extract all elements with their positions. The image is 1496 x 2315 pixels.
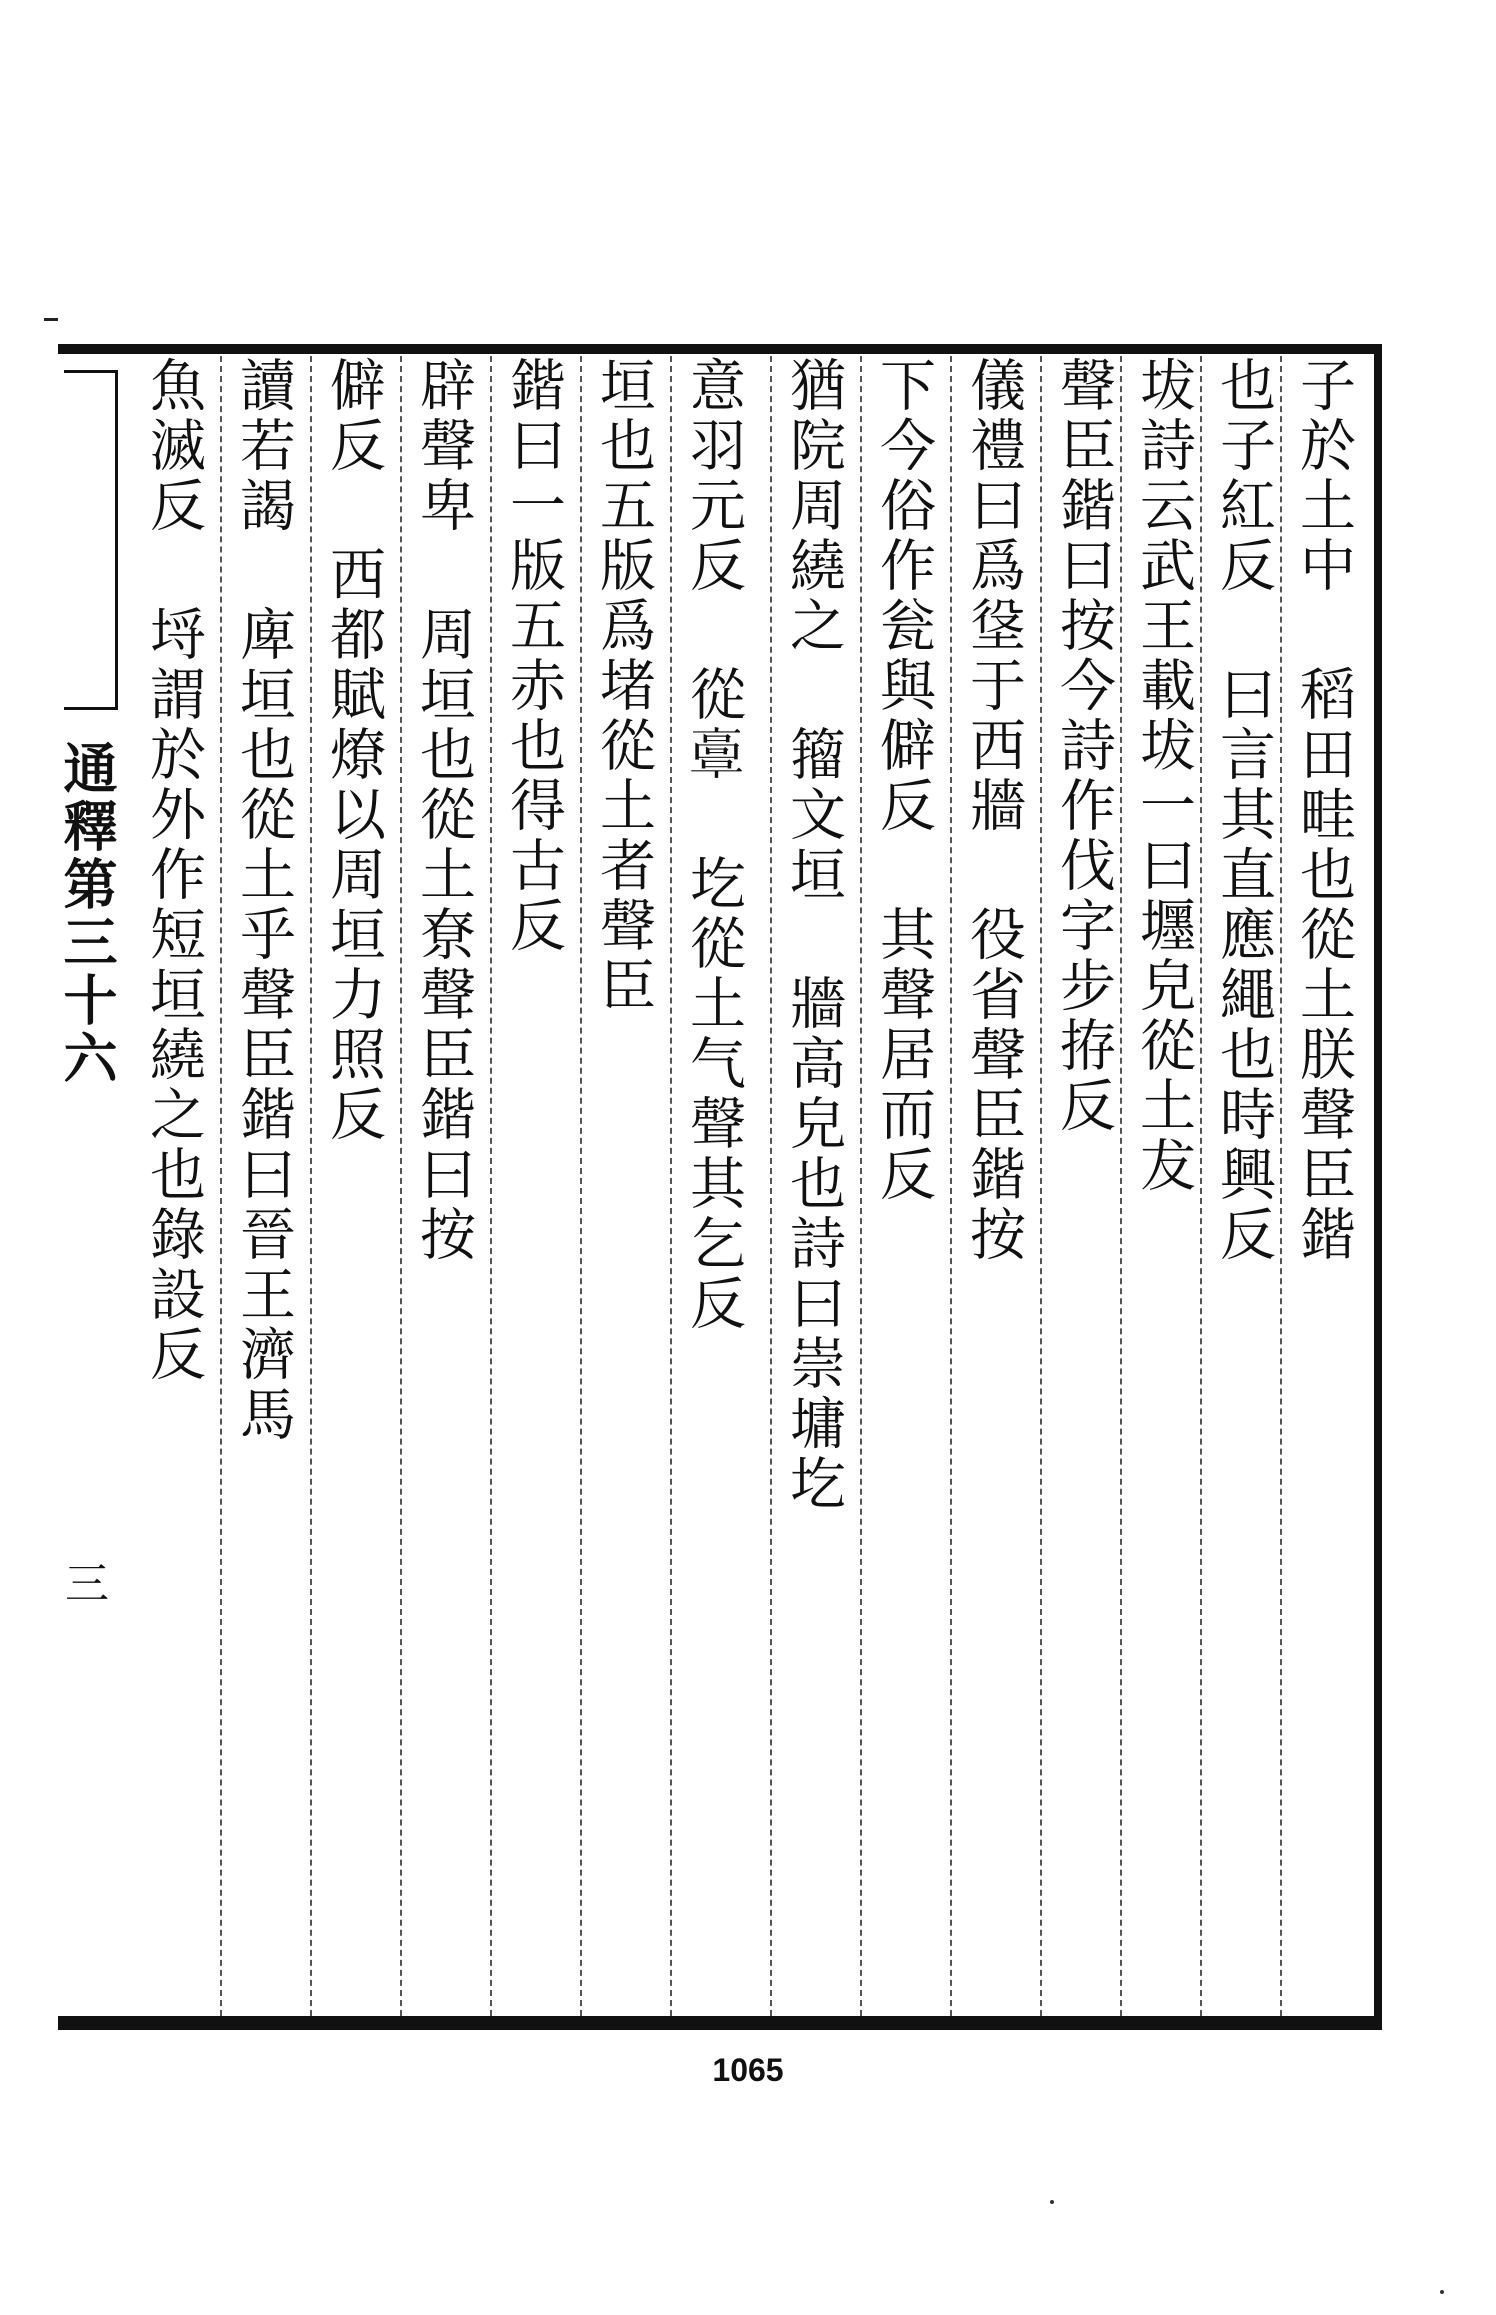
text-column: 儀禮曰爲垼于西牆 役省聲臣鍇按: [961, 356, 1026, 1265]
text-column: 下今俗作瓮與僻反 其聲居而反: [871, 356, 936, 1205]
margin-box: [64, 370, 118, 710]
column-rule: [950, 356, 952, 2016]
column-rule: [1120, 356, 1122, 2016]
text-column: 魚滅反 埒謂於外作短垣繞之也錄設反: [141, 356, 206, 1385]
text-column: 猶院周繞之 籀文垣 牆高皃也詩曰崇墉圪: [781, 356, 846, 1514]
column-rule: [860, 356, 862, 2016]
column-rule: [310, 356, 312, 2016]
column-rule: [400, 356, 402, 2016]
column-rule: [1200, 356, 1202, 2016]
text-column: 垣也五版爲堵從土者聲臣: [591, 356, 656, 1016]
page-number: 1065: [712, 2052, 784, 2088]
scan-speck: [1050, 2200, 1054, 2204]
text-column: 辟聲卑 周垣也從土尞聲臣鍇曰按: [411, 356, 476, 1265]
text-column: 也子紅反 曰言其直應繩也時興反: [1211, 356, 1276, 1265]
scan-speck: [1440, 2290, 1444, 2294]
column-rule: [220, 356, 222, 2016]
book-title: 通釋第三十六: [55, 740, 119, 1088]
column-rule: [1040, 356, 1042, 2016]
column-rule: [580, 356, 582, 2016]
column-rule: [1280, 356, 1282, 2016]
text-column: 鍇曰一版五赤也得古反: [501, 356, 566, 956]
column-rule: [490, 356, 492, 2016]
text-column: 僻反 西都賦燎以周垣力照反: [321, 356, 386, 1145]
leaf-number: 三: [57, 1560, 108, 1608]
text-column: 坺詩云武王載坺一曰壥皃從土犮: [1131, 356, 1196, 1196]
text-column: 子於土中 稻田畦也從土朕聲臣鍇: [1291, 356, 1356, 1265]
text-column: 意羽元反 從𩫏 圪從土气聲其乞反: [681, 356, 746, 1334]
margin-mark: [44, 318, 58, 321]
column-rule: [770, 356, 772, 2016]
column-rule: [670, 356, 672, 2016]
text-column: 聲臣鍇曰按今詩作伐字步拵反: [1051, 356, 1116, 1136]
text-column: 讀若謁 庳垣也從土乎聲臣鍇曰晉王濟馬: [231, 356, 296, 1445]
